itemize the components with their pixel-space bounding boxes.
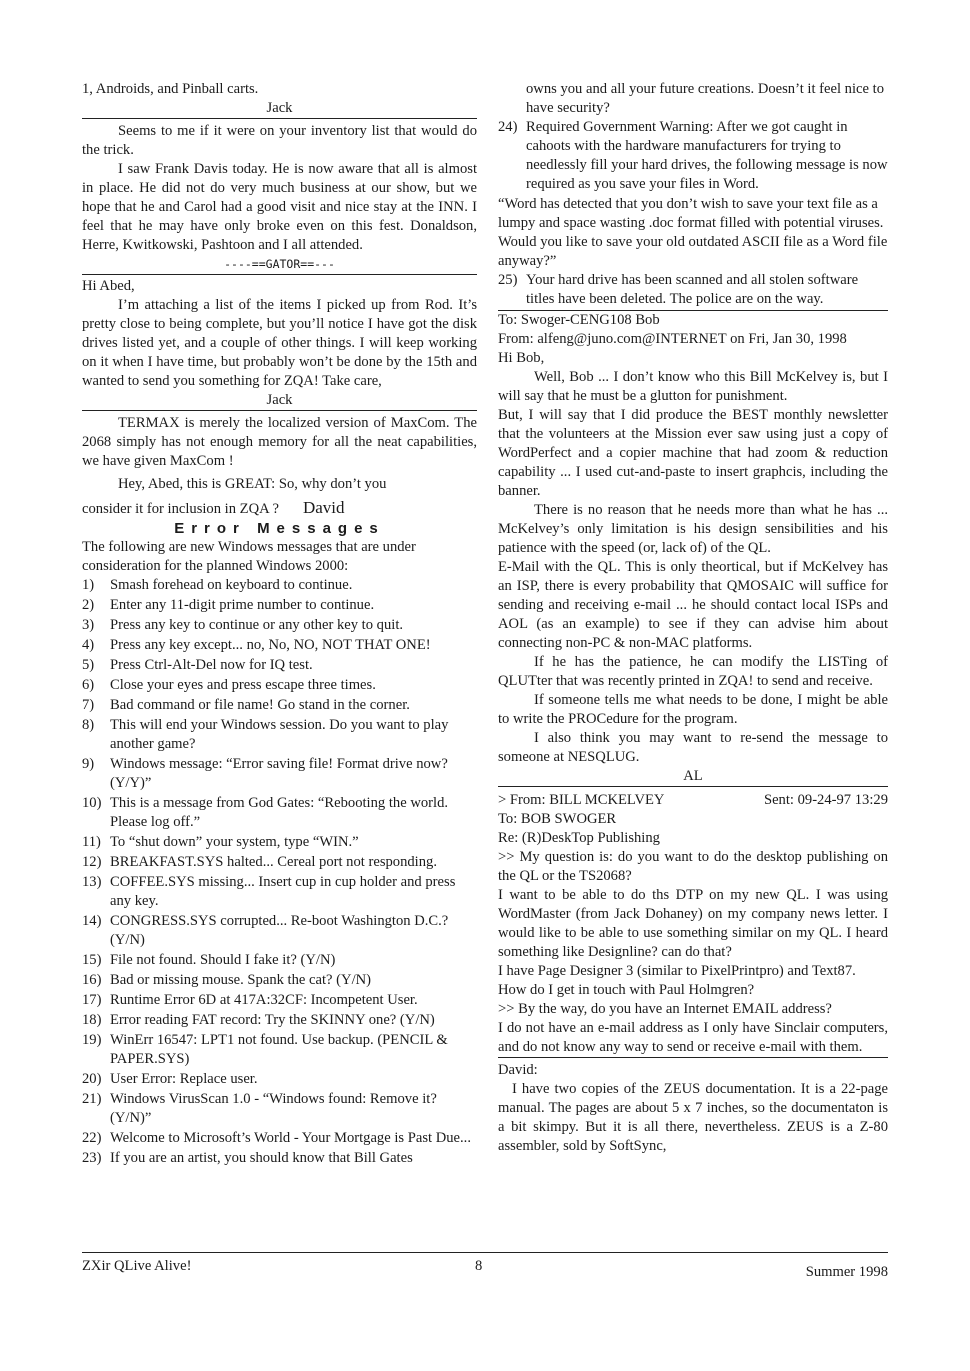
paragraph: I saw Frank Davis today. He is now aware that all is almost in place. He did not do very much business at our show, but we hope that he and Carol had a good visit and nice stay at the INN. I feel that he may have only broke even on this fest. Donaldson, Herre, Kwitkowski, Pashtoon and I all attended. xyxy=(82,161,477,253)
email-to: To: BOB SWOGER xyxy=(498,811,617,827)
email-subject: Re: (R)DeskTop Publishing xyxy=(498,830,660,846)
list-item xyxy=(82,853,477,872)
list-item xyxy=(82,991,477,1010)
list-item xyxy=(82,576,477,595)
item-number: 2) xyxy=(82,597,95,613)
item-number: 1) xyxy=(82,577,95,593)
list-item xyxy=(82,1070,477,1089)
paragraph: Hey, Abed, this is GREAT: So, why don’t you xyxy=(118,476,387,492)
email-sent: Sent: 09-24-97 13:29 xyxy=(763,792,888,808)
left-column xyxy=(82,80,477,1169)
item-number: 4) xyxy=(82,637,95,653)
signature-jack: Jack xyxy=(82,391,477,411)
item-number: 12) xyxy=(82,854,102,870)
item-text: Close your eyes and press escape three times. xyxy=(110,677,376,693)
list-item xyxy=(82,696,477,715)
page-footer xyxy=(82,1252,888,1281)
greeting: Hi Bob, xyxy=(498,350,545,366)
item-number: 16) xyxy=(82,972,102,988)
item-number: 5) xyxy=(82,657,95,673)
item-text: WinErr 16547: LPT1 not found. Use backup. (PENCIL & PAPER.SYS) xyxy=(110,1032,448,1067)
right-column xyxy=(498,80,888,1156)
item-number: 21) xyxy=(82,1091,102,1107)
item-number: 24) xyxy=(498,119,518,135)
signature-david: David xyxy=(302,498,345,517)
item-number: 8) xyxy=(82,717,95,733)
item-number: 18) xyxy=(82,1012,102,1028)
list-item xyxy=(82,912,477,950)
paragraph: How do I get in touch with Paul Holmgren? xyxy=(498,982,755,998)
email-to: To: Swoger-CENG108 Bob xyxy=(498,312,660,328)
paragraph-with-signature xyxy=(82,498,477,519)
email-from: > From: BILL MCKELVEY xyxy=(498,792,665,808)
item-text: Windows message: “Error saving file! Format drive now? (Y/Y)” xyxy=(110,756,448,791)
item-number: 20) xyxy=(82,1071,102,1087)
item-number: 14) xyxy=(82,913,102,929)
paragraph: I do not have an e-mail address as I only have Sinclair computers, and do not know any way to send or receive e-mail with them. xyxy=(498,1019,888,1058)
item-number: 6) xyxy=(82,677,95,693)
list-item xyxy=(82,1011,477,1030)
list-item xyxy=(82,1149,477,1168)
paragraph-text: consider it for inclusion in ZQA ? xyxy=(82,501,279,517)
paragraph: I have two copies of the ZEUS documentation. It is a 22-page manual. The pages are about 5 x 7 inches, so the documentaton is a bit skimpy. But it is all there, nevertheless. ZEUS is a Z-80 assembler, sold by SoftSync, xyxy=(498,1081,888,1154)
item-text: Runtime Error 6D at 417A:32CF: Incompetent User. xyxy=(110,992,418,1008)
signature-jack: Jack xyxy=(82,99,477,119)
list-item xyxy=(82,794,477,832)
paragraph: If he has the patience, he can modify the LISTing of QLUTter that was recently printed in ZQA! to send and receive. xyxy=(498,654,888,689)
item-text: To “shut down” your system, type “WIN.” xyxy=(110,834,359,850)
paragraph: E-Mail with the QL. This is only theortical, but if McKelvey has an ISP, there is every probability that QMOSAIC will suffice for sending and receiving e-mail ... he should contact local ISPs and AOL (as an example) to see if they can advise him about connecting non-PC & non-MAC platforms. xyxy=(498,559,888,651)
item-text: Enter any 11-digit prime number to continue. xyxy=(110,597,375,613)
paragraph: Well, Bob ... I don’t know who this Bill McKelvey is, but I will say that he must be a glutton for punishment. xyxy=(498,369,888,404)
item-text: Bad command or file name! Go stand in the corner. xyxy=(110,697,410,713)
paragraph: But, I will say that I did produce the BEST monthly newsletter that the volunteers at the Mission ever saw using just a copy of WordPerfect and a copier machine that had zoom & reduction capability ... I used cut-and-paste to insert graphcis, including the banner. xyxy=(498,407,888,499)
item-text: Your hard drive has been scanned and all stolen software titles have been deleted. The police are on the way. xyxy=(526,272,859,307)
item-text: User Error: Replace user. xyxy=(110,1071,258,1087)
page-number: 8 xyxy=(475,1258,483,1274)
list-item xyxy=(82,1031,477,1069)
intro-text: The following are new Windows messages that are under consideration for the planned Windows 2000: xyxy=(82,539,416,574)
item-text: File not found. Should I fake it? (Y/N) xyxy=(110,952,336,968)
error-message-list xyxy=(82,576,477,1168)
list-item xyxy=(82,971,477,990)
list-item xyxy=(82,716,477,754)
paragraph: There is no reason that he needs more than what he has ... McKelvey’s only limitation is his design sensibilities and his patience with the speed (or, lack of) of the QL. xyxy=(498,502,888,556)
list-item xyxy=(82,1090,477,1128)
paragraph: I want to be able to do ths DTP on my new QL. I was using WordMaster (from Jack Dohaney) on my company news letter. I would like to be able to use something similar on my QL. I heard something like Designline? can do that? xyxy=(498,887,888,960)
email-from: From: alfeng@juno.com@INTERNET on Fri, Jan 30, 1998 xyxy=(498,331,847,347)
list-item xyxy=(82,833,477,852)
item-text: Welcome to Microsoft’s World - Your Mortgage is Past Due... xyxy=(110,1130,471,1146)
greeting: David: xyxy=(498,1062,538,1078)
item-text: Press any key except... no, No, NO, NOT THAT ONE! xyxy=(110,637,431,653)
item-text: BREAKFAST.SYS halted... Cereal port not responding. xyxy=(110,854,437,870)
item-number: 3) xyxy=(82,617,95,633)
item-text: CONGRESS.SYS corrupted... Re-boot Washington D.C.? (Y/N) xyxy=(110,913,449,948)
item-number: 15) xyxy=(82,952,102,968)
error-message-list xyxy=(498,271,888,309)
error-message-list xyxy=(498,118,888,194)
footer-publication: ZXir QLive Alive! xyxy=(82,1258,192,1274)
list-item xyxy=(82,1129,477,1148)
item-number: 10) xyxy=(82,795,102,811)
list-item xyxy=(82,596,477,615)
list-item xyxy=(82,656,477,675)
signature-al: AL xyxy=(498,767,888,787)
item-text: Error reading FAT record: Try the SKINNY one? (Y/N) xyxy=(110,1012,435,1028)
item-number: 17) xyxy=(82,992,102,1008)
list-item xyxy=(498,118,888,194)
email-header-from xyxy=(498,791,888,810)
list-item xyxy=(82,676,477,695)
item-text: This will end your Windows session. Do you want to play another game? xyxy=(110,717,449,752)
paragraph: >> My question is: do you want to do the desktop publishing on the QL or the TS2068? xyxy=(498,849,888,884)
section-heading: Error Messages xyxy=(174,520,385,537)
item-text: Smash forehead on keyboard to continue. xyxy=(110,577,353,593)
quote: “Word has detected that you don’t wish to save your text file as a lumpy and space wasting .doc format filled with potential viruses. Would you like to save your old outdated ASCII file as a Word file anyway?” xyxy=(498,196,888,269)
list-item xyxy=(82,951,477,970)
greeting: Hi Abed, xyxy=(82,278,135,294)
paragraph: If someone tells me what needs to be done, I might be able to write the PROCedure for the program. xyxy=(498,692,888,727)
item-number: 19) xyxy=(82,1032,102,1048)
list-item xyxy=(82,616,477,635)
item-number: 9) xyxy=(82,756,95,772)
paragraph: >> By the way, do you have an Internet EMAIL address? xyxy=(498,1001,832,1017)
paragraph: I’m attaching a list of the items I picked up from Rod. It’s pretty close to being complete, but you’ll notice I have got the disk drives listed yet, and a couple of other things. I will keep working on it when I have time, but probably won’t be done by the 15th and wanted to send you something for ZQA! Take care, xyxy=(82,297,477,389)
paragraph: I have Page Designer 3 (similar to PixelPrintpro) and Text87. xyxy=(498,963,856,979)
item-text: Press Ctrl-Alt-Del now for IQ test. xyxy=(110,657,313,673)
item-text: Required Government Warning: After we got caught in cahoots with the hardware manufacturers for trying to needlessly fill your hard drives, the following message is now required as you save your files in Word. xyxy=(526,119,888,192)
footer-issue: Summer 1998 xyxy=(805,1264,888,1280)
item-text: COFFEE.SYS missing... Insert cup in cup holder and press any key. xyxy=(110,874,456,909)
item-text: If you are an artist, you should know that Bill Gates xyxy=(110,1150,413,1166)
item-number: 13) xyxy=(82,874,102,890)
item-text: Press any key to continue or any other key to quit. xyxy=(110,617,404,633)
item-number: 7) xyxy=(82,697,95,713)
paragraph: 1, Androids, and Pinball carts. xyxy=(82,81,259,97)
list-item xyxy=(82,636,477,655)
item-text: Bad or missing mouse. Spank the cat? (Y/N) xyxy=(110,972,372,988)
item-number: 22) xyxy=(82,1130,102,1146)
item-text: This is a message from God Gates: “Rebooting the world. Please log off.” xyxy=(110,795,449,830)
paragraph: TERMAX is merely the localized version of MaxCom. The 2068 simply has not enough memory for all the neat capabilities, we have given MaxCom ! xyxy=(82,415,477,469)
item-number: 11) xyxy=(82,834,101,850)
paragraph: Seems to me if it were on your inventory list that would do the trick. xyxy=(82,123,477,158)
item-text: Windows VirusScan 1.0 - “Windows found: Remove it? (Y/N)” xyxy=(110,1091,437,1126)
list-item xyxy=(82,873,477,911)
list-item xyxy=(498,271,888,309)
item-number: 25) xyxy=(498,272,518,288)
signature-gator: ----==GATOR==--- xyxy=(82,255,477,275)
list-item xyxy=(82,755,477,793)
list-continuation: owns you and all your future creations. Doesn’t it feel nice to have security? xyxy=(526,81,884,116)
item-number: 23) xyxy=(82,1150,102,1166)
paragraph: I also think you may want to re-send the message to someone at NESQLUG. xyxy=(498,730,888,765)
